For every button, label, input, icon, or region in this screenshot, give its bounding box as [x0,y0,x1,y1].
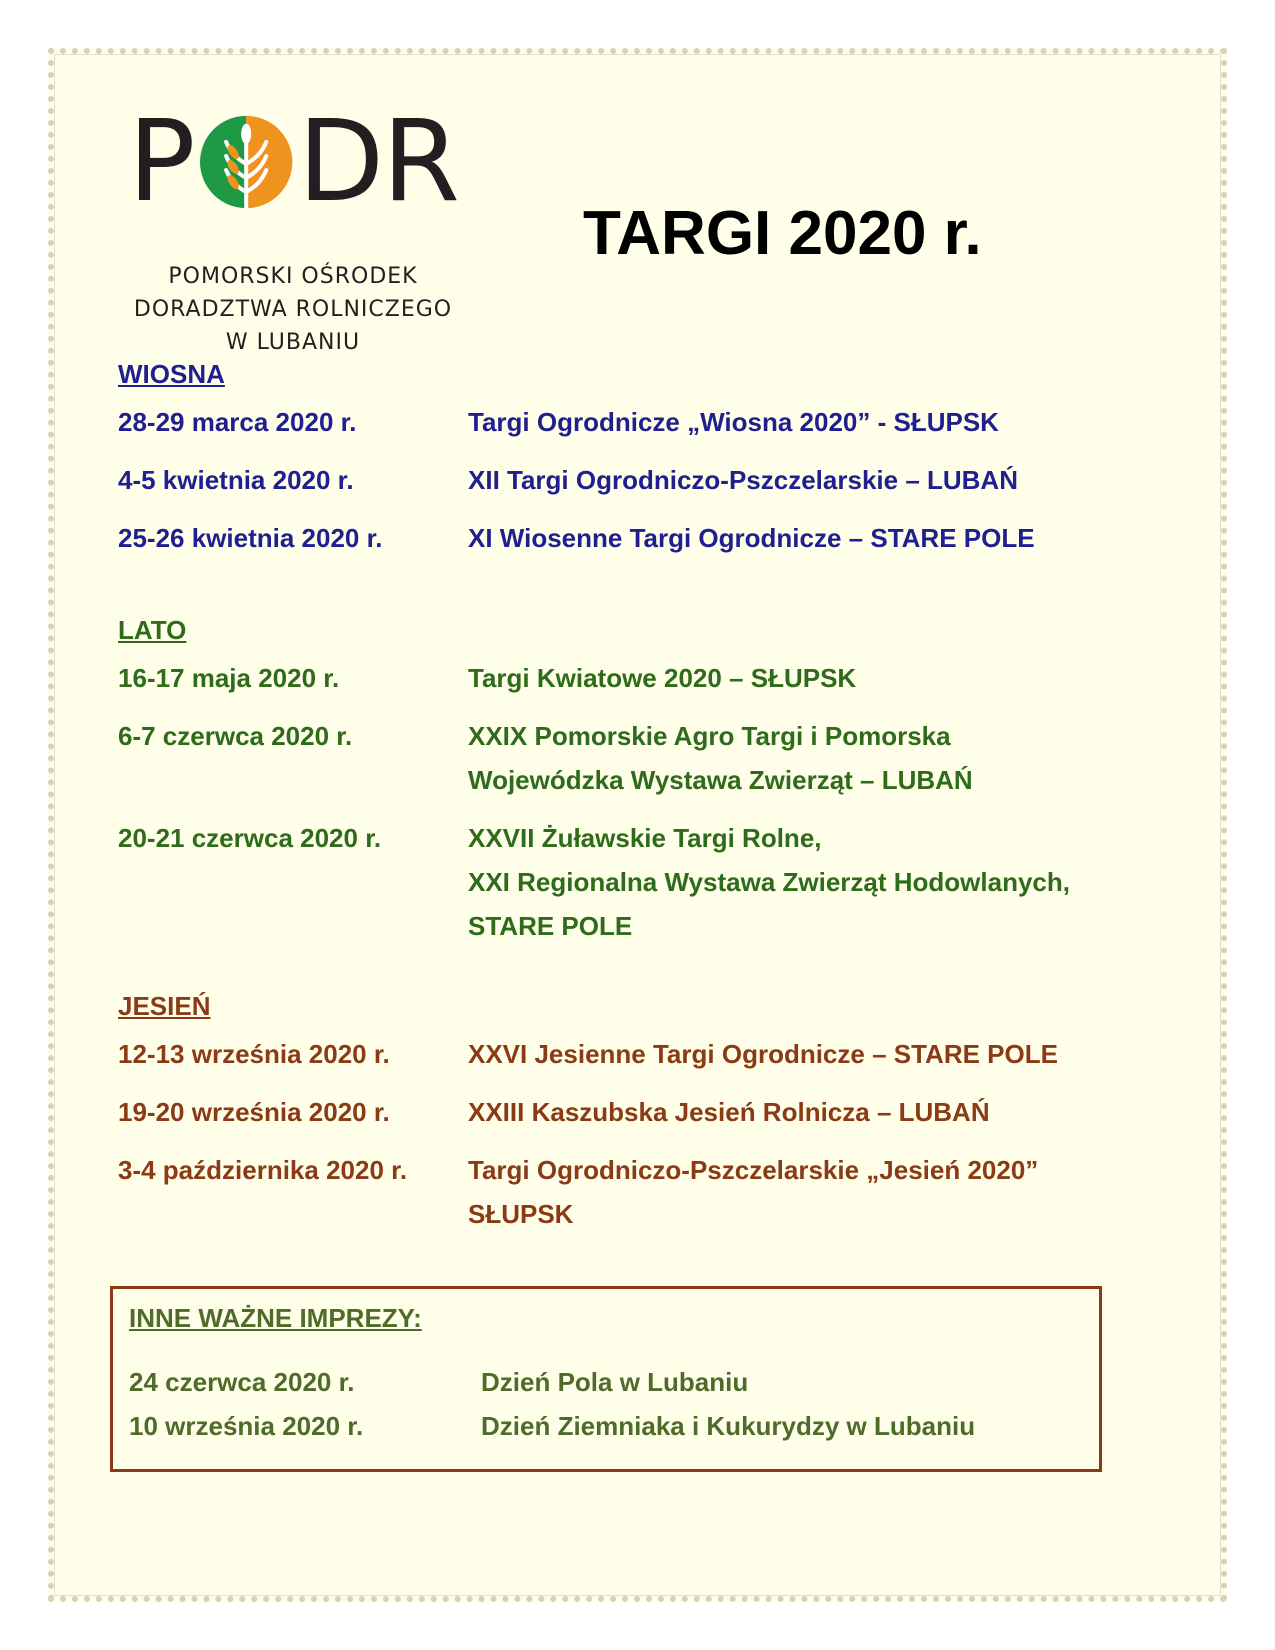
other-event-date: 10 września 2020 r. [129,1411,364,1441]
event-name-line: XII Targi Ogrodniczo-Pszczelarskie – LUBAŃ [468,465,1018,495]
event-name-line: XXVII Żuławskie Targi Rolne, [468,823,822,853]
event-name-line: XXVI Jesienne Targi Ogrodnicze – STARE POLE [468,1039,1058,1069]
event-name [468,714,1138,802]
event-name-line: Targi Ogrodnicze „Wiosna 2020” - SŁUPSK [468,407,999,437]
event-date: 25-26 kwietnia 2020 r. [118,523,383,553]
event-name [468,816,1138,948]
other-event-name: Dzień Ziemniaka i Kukurydzy w Lubaniu [481,1411,976,1441]
event-name-line: XXIII Kaszubska Jesień Rolnicza – LUBAŃ [468,1097,990,1127]
event-name [468,1090,1138,1134]
other-events-box [110,1286,1102,1472]
event-date: 12-13 września 2020 r. [118,1039,390,1069]
event-name-line: Wojewódzka Wystawa Zwierząt – LUBAŃ [468,765,973,795]
other-events-heading: INNE WAŻNE IMPREZY: [129,1303,422,1333]
event-name [468,1032,1138,1076]
section-heading-summer: LATO [118,615,187,645]
event-date: 19-20 września 2020 r. [118,1097,390,1127]
event-name-line: XXIX Pomorskie Agro Targi i Pomorska [468,721,951,751]
event-name-line: XI Wiosenne Targi Ogrodnicze – STARE POLE [468,523,1035,553]
other-event-date: 24 czerwca 2020 r. [129,1367,355,1397]
event-name [468,656,1138,700]
section-autumn [118,988,1138,1229]
event-name-line: Targi Kwiatowe 2020 – SŁUPSK [468,663,857,693]
section-summer [118,612,1138,941]
event-date: 4-5 kwietnia 2020 r. [118,465,354,495]
logo-caption-line: DORADZTWA ROLNICZEGO [133,297,453,322]
event-name [468,1148,1138,1236]
logo-caption-line: W LUBANIU [225,330,361,355]
document-page [48,48,1227,1602]
event-name [468,400,1138,444]
event-name-line: XXI Regionalna Wystawa Zwierząt Hodowlanych, [468,867,1070,897]
logo-caption [128,260,458,359]
event-name-line: STARE POLE [468,911,633,941]
event-date: 16-17 maja 2020 r. [118,663,340,693]
logo-letter-d: D [297,97,383,227]
event-name [468,458,1138,502]
event-name [468,516,1138,560]
podr-logo [128,97,458,358]
logo-letter-p: P [128,97,194,227]
other-event-name: Dzień Pola w Lubaniu [481,1367,749,1397]
event-name-line: SŁUPSK [468,1199,574,1229]
event-name-line: Targi Ogrodniczo-Pszczelarskie „Jesień 2020” [468,1155,1039,1185]
section-heading-spring: WIOSNA [118,359,225,389]
logo-letter-r: R [382,97,458,227]
logo-caption-line: POMORSKI OŚRODEK [168,264,418,289]
event-date: 28-29 marca 2020 r. [118,407,357,437]
section-spring [118,356,1138,553]
section-heading-autumn: JESIEŃ [118,991,211,1021]
page-title: TARGI 2020 r. [583,199,982,268]
event-date: 20-21 czerwca 2020 r. [118,823,382,853]
logo-wordmark [128,97,458,227]
event-date: 6-7 czerwca 2020 r. [118,721,353,751]
event-date: 3-4 października 2020 r. [118,1155,408,1185]
logo-wheat-icon [196,108,296,216]
